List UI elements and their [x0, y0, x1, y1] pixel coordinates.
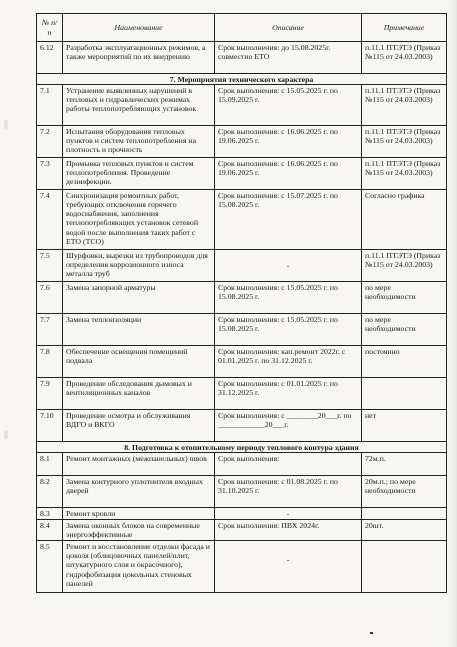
table-row [37, 85, 447, 126]
table-row [37, 453, 447, 476]
row-description: - [215, 541, 362, 593]
row-note: 20шт. [362, 520, 447, 541]
table-header-row [37, 14, 447, 42]
table-row [37, 282, 447, 314]
table-row [37, 158, 447, 190]
section-header-row [37, 442, 447, 453]
header-name: Наименование [63, 14, 215, 42]
row-num: 7.4 [37, 190, 63, 250]
row-num: 7.9 [37, 378, 63, 410]
header-num: № п/п [37, 14, 63, 42]
row-num: 7.3 [37, 158, 63, 190]
header-note: Примечание [362, 14, 447, 42]
row-num: 7.5 [37, 250, 63, 282]
table-row [37, 378, 447, 410]
row-description: Срок выполнения: ПВХ 2024г. [215, 520, 362, 541]
table-row [37, 508, 447, 520]
table-row [37, 42, 447, 74]
section-title-8: 8. Подготовка к отопительному периоду теплового контура здания [37, 442, 447, 453]
row-name: Шурфовки, вырезки из трубопроводов для определения коррозионного износа металла труб [63, 250, 215, 282]
row-name: Испытания оборудования тепловых пунктов и систем теплопотребления на плотность и прочность [63, 126, 215, 158]
table-row [37, 250, 447, 282]
row-note [362, 541, 447, 593]
row-description: Срок выполнения: с 15.05.2025 г. по 15.09.2025 г. [215, 85, 362, 126]
row-name: Устранение выявленных нарушений в тепловых и гидравлических режимах работы теплопотребляющих установок [63, 85, 215, 126]
row-num: 7.7 [37, 314, 63, 346]
row-note: нет [362, 410, 447, 442]
table-row [37, 126, 447, 158]
row-description: Срок выполнения: до 15.08.2025г. совместно ЕТО [215, 42, 362, 74]
table-row [37, 410, 447, 442]
row-num: 8.2 [37, 476, 63, 508]
row-name: Ремонт кровли [63, 508, 215, 520]
row-note [362, 508, 447, 520]
table-row [37, 520, 447, 541]
row-num: 6.12 [37, 42, 63, 74]
row-name: Разработка эксплуатационных режимов, а также мероприятий по их внедрению [63, 42, 215, 74]
page-edge-shadow [447, 0, 457, 647]
row-name: Обеспечение освещения помещений подвала [63, 346, 215, 378]
row-num: 7.8 [37, 346, 63, 378]
row-name: Ремонт и восстановление отделки фасада и цоколя (облицовочных панелей/плит, штукатурного слоя и окрасочного), гидрофобизация цокольных стеновых панелей [63, 541, 215, 593]
row-num: 8.4 [37, 520, 63, 541]
row-num: 7.1 [37, 85, 63, 126]
row-note: по мере необходимости [362, 314, 447, 346]
row-num: 7.2 [37, 126, 63, 158]
row-note: п.11.1 ПТЭТЭ (Приказ №115 от 24.03.2003) [362, 126, 447, 158]
binding-hole [4, 120, 8, 129]
row-description: Срок выполнения: [215, 453, 362, 476]
section-header-row [37, 74, 447, 85]
measures-table [36, 13, 447, 593]
row-description: Срок выполнения: с 16.06.2025 г. по 19.06.2025 г. [215, 126, 362, 158]
row-name: Замена оконных блоков на современные энергоэффективные [63, 520, 215, 541]
row-description: Срок выполнения: с 15.07.2025 г. по 15.08.2025 г. [215, 190, 362, 250]
row-description: Срок выполнения: с 01.08.2025 г. по 31.10.2025 г. [215, 476, 362, 508]
row-note: 20м.п.; по мере необходимости [362, 476, 447, 508]
row-name: Проведение осмотра и обслуживания ВДГО и ВКГО [63, 410, 215, 442]
row-num: 7.10 [37, 410, 63, 442]
row-description: Срок выполнения: с 01.01.2025 г. по 31.12.2025 г. [215, 378, 362, 410]
row-num: 8.5 [37, 541, 63, 593]
row-note: п.11.1 ПТЭТЭ (Приказ №115 от 24.03.2003) [362, 85, 447, 126]
row-note: п.11.1 ПТЭТЭ (Приказ №115 от 24.03.2003) [362, 250, 447, 282]
row-description: - [215, 250, 362, 282]
row-num: 8.3 [37, 508, 63, 520]
row-note: по мере необходимости [362, 282, 447, 314]
row-name: Замена теплоизоляции [63, 314, 215, 346]
section-title-7: 7. Мероприятия технического характера [37, 74, 447, 85]
row-name: Ремонт монтажных (межпанельных) швов [63, 453, 215, 476]
row-note [362, 378, 447, 410]
row-note: Согласно графика [362, 190, 447, 250]
scan-mark [370, 632, 373, 634]
table-row [37, 190, 447, 250]
row-name: Промывка тепловых пунктов и систем теплопотребления. Проведение дезинфекции. [63, 158, 215, 190]
row-description: Срок выполнения: с ________20___г. по ____________20___г. [215, 410, 362, 442]
table-row [37, 541, 447, 593]
row-description: Срок выполнения: с 15.05.2025 г. по 15.08.2025 г. [215, 282, 362, 314]
row-description: Срок выполнения: с 16.06.2025 г. по 19.06.2025 г. [215, 158, 362, 190]
row-note: 72м.п. [362, 453, 447, 476]
binding-hole [4, 430, 8, 439]
row-description: - [215, 508, 362, 520]
row-description: Срок выполнения: с 15.05.2025 г. по 15.08.2025 г. [215, 314, 362, 346]
table-row [37, 314, 447, 346]
row-note: п.11.1 ПТЭТЭ (Приказ №115 от 24.03.2003) [362, 42, 447, 74]
row-name: Замена запорной арматуры [63, 282, 215, 314]
table-row [37, 346, 447, 378]
row-description: Срок выполнения: кап.ремонт 2022г. с 01.01.2025 г. по 31.12.2025 г. [215, 346, 362, 378]
header-description: Описание [215, 14, 362, 42]
row-note: п.11.1 ПТЭТЭ (Приказ №115 от 24.03.2003) [362, 158, 447, 190]
row-num: 7.6 [37, 282, 63, 314]
row-name: Замена контурного уплотнителя входных дверей [63, 476, 215, 508]
row-name: Синхронизация ремонтных работ, требующих отключения горячего водоснабжения, заполнения теплопотребляющих установок сетевой водой после выполнения таких работ с ЕТО (ТСО) [63, 190, 215, 250]
row-name: Проведение обследования дымовых и вентиляционных каналов [63, 378, 215, 410]
row-num: 8.1 [37, 453, 63, 476]
table-row [37, 476, 447, 508]
row-note: постоянно [362, 346, 447, 378]
